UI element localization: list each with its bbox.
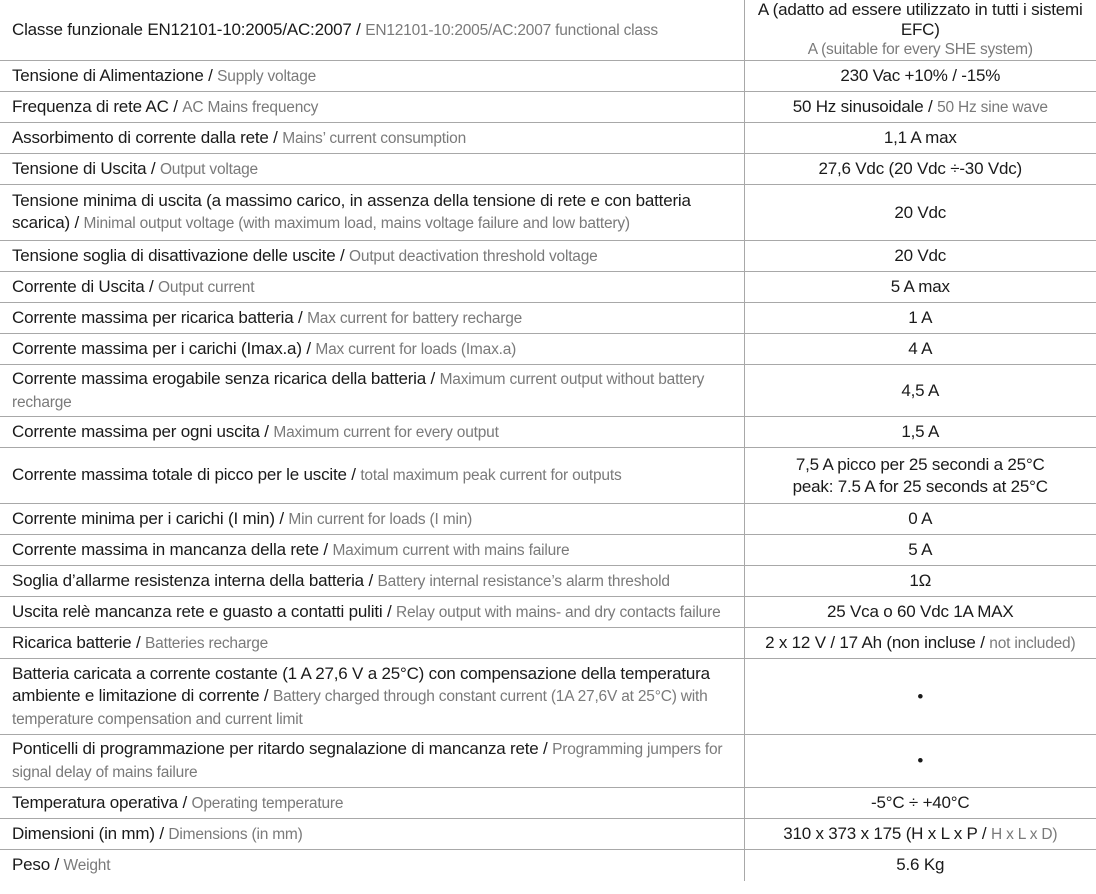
- label-english: Maximum current with mains failure: [332, 541, 570, 559]
- label-italian: Corrente massima erogabile senza ricarica della batteria: [12, 368, 426, 388]
- label-english: AC Mains frequency: [182, 98, 319, 116]
- bullet-icon: •: [744, 659, 1096, 735]
- value-italian: 310 x 373 x 175 (H x L x P: [783, 823, 978, 843]
- table-row: [0, 241, 1096, 272]
- spec-value: [744, 0, 1096, 61]
- value-line: 7,5 A picco per 25 secondi a 25°C: [795, 454, 1045, 474]
- table-row: [0, 628, 1096, 659]
- value-english: A (suitable for every SHE system): [807, 41, 1033, 58]
- spec-label: Classe funzionale EN12101-10:2005/AC:2007 / EN12101-10:2005/AC:2007 functional class: [0, 0, 744, 61]
- label-italian: Assorbimento di corrente dalla rete: [12, 127, 269, 147]
- label-italian: Tensione minima di uscita (a massimo carico, in assenza della tensione di rete e con batteria scarica): [12, 191, 691, 232]
- table-row: [0, 0, 1096, 61]
- spec-value: 5.6 Kg: [744, 850, 1096, 881]
- spec-label: Dimensioni (in mm) / Dimensions (in mm): [0, 819, 744, 850]
- spec-value: 0 A: [744, 504, 1096, 535]
- value-english: H x L x D): [990, 825, 1058, 843]
- spec-label: Ponticelli di programmazione per ritardo segnalazione di mancanza rete / Programming jumpers for signal delay of mains failure: [0, 735, 744, 788]
- label-english: Output current: [158, 278, 255, 296]
- table-row: [0, 504, 1096, 535]
- spec-value: 1,1 A max: [744, 123, 1096, 154]
- label-english: Output voltage: [159, 160, 258, 178]
- label-italian: Corrente massima per ricarica batteria: [12, 307, 294, 327]
- table-row: [0, 566, 1096, 597]
- label-english: Operating temperature: [191, 794, 344, 812]
- label-english: Programming jumpers for signal delay of mains failure: [12, 741, 723, 781]
- label-italian: Peso: [12, 854, 50, 874]
- spec-value: 230 Vac +10% / -15%: [744, 61, 1096, 92]
- spec-label: Soglia d’allarme resistenza interna della batteria / Battery internal resistance’s alarm threshold: [0, 566, 744, 597]
- value-italian: 2 x 12 V / 17 Ah (non incluse: [765, 632, 976, 652]
- label-italian: Frequenza di rete AC: [12, 96, 169, 116]
- table-row: [0, 819, 1096, 850]
- spec-label: Corrente minima per i carichi (I min) / Min current for loads (I min): [0, 504, 744, 535]
- spec-label: Tensione soglia di disattivazione delle uscite / Output deactivation threshold voltage: [0, 241, 744, 272]
- table-row: [0, 417, 1096, 448]
- label-english: Maximum current output without battery recharge: [12, 370, 705, 411]
- label-italian: Corrente minima per i carichi (I min): [12, 508, 275, 528]
- table-row: [0, 303, 1096, 334]
- table-row: [0, 185, 1096, 241]
- spec-value: 4,5 A: [744, 365, 1096, 417]
- table-row: [0, 272, 1096, 303]
- spec-label: Tensione di Uscita / Output voltage: [0, 154, 744, 185]
- value-english: 50 Hz sine wave: [937, 98, 1048, 116]
- spec-label: Uscita relè mancanza rete e guasto a contatti puliti / Relay output with mains- and dry contacts failure: [0, 597, 744, 628]
- spec-label: Tensione minima di uscita (a massimo carico, in assenza della tensione di rete e con batteria scarica) / Minimal output voltage (with maximum load, mains voltage failure and low battery): [0, 185, 744, 241]
- table-row: [0, 850, 1096, 881]
- label-italian: Corrente di Uscita: [12, 276, 145, 296]
- label-italian: Soglia d’allarme resistenza interna della batteria: [12, 570, 364, 590]
- label-english: Max current for loads (Imax.a): [315, 340, 517, 358]
- spec-label: Corrente massima per ogni uscita / Maximum current for every output: [0, 417, 744, 448]
- spec-value: [744, 448, 1096, 504]
- spec-label: Corrente massima per ricarica batteria / Max current for battery recharge: [0, 303, 744, 334]
- table-row: [0, 92, 1096, 123]
- label-italian: Corrente massima per ogni uscita: [12, 421, 260, 441]
- label-english: Supply voltage: [217, 67, 317, 85]
- spec-value: 5 A: [744, 535, 1096, 566]
- label-italian: Corrente massima per i carichi (Imax.a): [12, 338, 302, 358]
- table-row: [0, 61, 1096, 92]
- value-english: not included): [989, 634, 1076, 652]
- label-english: Max current for battery recharge: [307, 309, 523, 327]
- value-italian: 50 Hz sinusoidale: [792, 96, 924, 116]
- label-italian: Batteria caricata a corrente costante (1 A 27,6 V a 25°C) con compensazione della temperatura ambiente e limitazione di corrente: [12, 663, 710, 705]
- spec-value: 310 x 373 x 175 (H x L x P / H x L x D): [744, 819, 1096, 850]
- label-english: Batteries recharge: [145, 634, 269, 652]
- table-row: [0, 735, 1096, 788]
- label-italian: Dimensioni (in mm): [12, 823, 155, 843]
- label-italian: Corrente massima totale di picco per le uscite: [12, 465, 347, 484]
- label-english: Relay output with mains- and dry contacts failure: [396, 603, 721, 621]
- spec-label: Assorbimento di corrente dalla rete / Mains’ current consumption: [0, 123, 744, 154]
- label-english: Output deactivation threshold voltage: [349, 247, 598, 265]
- spec-label: Corrente massima totale di picco per le uscite / total maximum peak current for outputs: [0, 448, 744, 504]
- label-italian: Ricarica batterie: [12, 632, 132, 652]
- table-row: [0, 448, 1096, 504]
- spec-label: Corrente massima erogabile senza ricarica della batteria / Maximum current output without battery recharge: [0, 365, 744, 417]
- label-english: Battery charged through constant current (1A 27,6V at 25°C) with temperature compensation and current limit: [12, 687, 708, 728]
- spec-value: 20 Vdc: [744, 241, 1096, 272]
- spec-label: Corrente di Uscita / Output current: [0, 272, 744, 303]
- label-english: Battery internal resistance’s alarm threshold: [377, 572, 670, 590]
- spec-value: 5 A max: [744, 272, 1096, 303]
- spec-value: 25 Vca o 60 Vdc 1A MAX: [744, 597, 1096, 628]
- label-english: Weight: [63, 856, 111, 874]
- table-row: [0, 597, 1096, 628]
- label-english: Mains’ current consumption: [282, 129, 466, 147]
- table-row: [0, 788, 1096, 819]
- table-row: [0, 365, 1096, 417]
- label-italian: Tensione di Uscita: [12, 158, 147, 178]
- spec-label: Tensione di Alimentazione / Supply voltage: [0, 61, 744, 92]
- table-row: [0, 334, 1096, 365]
- label-english: Min current for loads (I min): [288, 510, 473, 528]
- spec-value: 4 A: [744, 334, 1096, 365]
- bullet-icon: •: [744, 735, 1096, 788]
- label-italian: Tensione di Alimentazione: [12, 65, 204, 85]
- label-italian: Ponticelli di programmazione per ritardo segnalazione di mancanza rete: [12, 739, 539, 758]
- spec-value: 1Ω: [744, 566, 1096, 597]
- spec-value: 27,6 Vdc (20 Vdc ÷-30 Vdc): [744, 154, 1096, 185]
- spec-label: Ricarica batterie / Batteries recharge: [0, 628, 744, 659]
- label-english: EN12101-10:2005/AC:2007 functional class: [365, 21, 658, 39]
- spec-value: 20 Vdc: [744, 185, 1096, 241]
- label-italian: Temperatura operativa: [12, 792, 178, 812]
- spec-label: Corrente massima per i carichi (Imax.a) / Max current for loads (Imax.a): [0, 334, 744, 365]
- label-english: Maximum current for every output: [273, 423, 499, 441]
- label-english: Dimensions (in mm): [168, 825, 303, 843]
- label-english: total maximum peak current for outputs: [360, 467, 622, 484]
- spec-label: Peso / Weight: [12, 854, 111, 874]
- label-italian: Classe funzionale EN12101-10:2005/AC:2007: [12, 19, 352, 39]
- table-row: [0, 659, 1096, 735]
- spec-label: Frequenza di rete AC / AC Mains frequency: [0, 92, 744, 123]
- value-italian: A (adatto ad essere utilizzato in tutti i sistemi EFC): [757, 0, 1083, 39]
- label-italian: Corrente massima in mancanza della rete: [12, 539, 319, 559]
- spec-label: Corrente massima in mancanza della rete / Maximum current with mains failure: [0, 535, 744, 566]
- spec-value: 1,5 A: [744, 417, 1096, 448]
- spec-value: 50 Hz sinusoidale / 50 Hz sine wave: [744, 92, 1096, 123]
- table-row: [0, 535, 1096, 566]
- table-row: [0, 154, 1096, 185]
- table-row: [0, 123, 1096, 154]
- spec-value: 1 A: [744, 303, 1096, 334]
- spec-value: 2 x 12 V / 17 Ah (non incluse / not included): [744, 628, 1096, 659]
- label-italian: Tensione soglia di disattivazione delle uscite: [12, 245, 336, 265]
- spec-value: -5°C ÷ +40°C: [744, 788, 1096, 819]
- value-line: peak: 7.5 A for 25 seconds at 25°C: [792, 476, 1048, 496]
- label-italian: Uscita relè mancanza rete e guasto a contatti puliti: [12, 601, 383, 621]
- label-english: Minimal output voltage (with maximum load, mains voltage failure and low battery): [83, 215, 630, 232]
- spec-label: Temperatura operativa / Operating temperature: [0, 788, 744, 819]
- spec-label: Batteria caricata a corrente costante (1 A 27,6 V a 25°C) con compensazione della temperatura ambiente e limitazione di corrente / Battery charged through constant current (1A 27,6V at 25°C) with temperature compensation and current limit: [0, 659, 744, 735]
